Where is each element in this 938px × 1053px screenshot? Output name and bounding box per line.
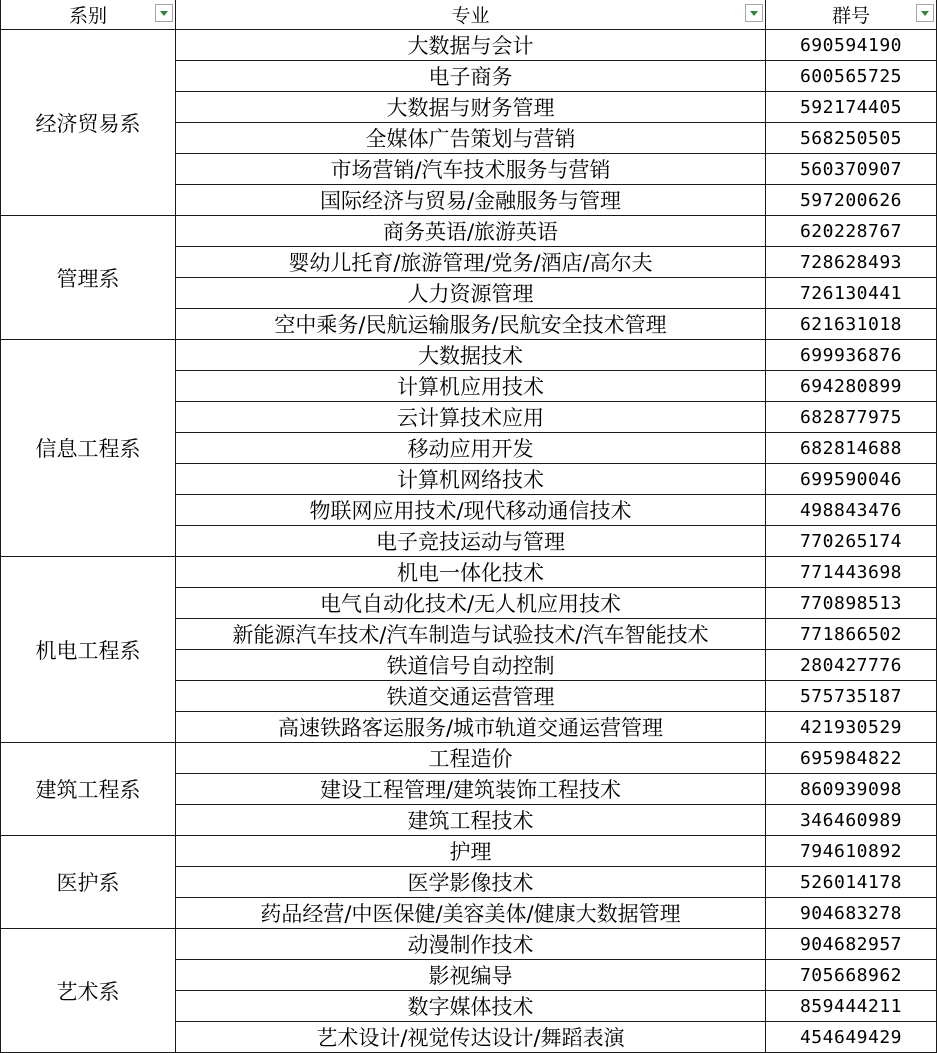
header-department-label: 系别 — [68, 5, 107, 27]
major-cell[interactable]: 电子竞技运动与管理 — [176, 526, 766, 557]
major-cell[interactable]: 全媒体广告策划与营销 — [176, 123, 766, 154]
department-name: 管理系 — [56, 266, 120, 291]
table-row — [1, 340, 937, 371]
group-number-cell[interactable]: 726130441 — [766, 278, 937, 309]
major-cell[interactable]: 新能源汽车技术/汽车制造与试验技术/汽车智能技术 — [176, 619, 766, 650]
group-number-cell[interactable]: 695984822 — [766, 743, 937, 774]
major-cell[interactable]: 国际经济与贸易/金融服务与管理 — [176, 185, 766, 216]
major-cell[interactable]: 大数据与会计 — [176, 30, 766, 61]
group-number-cell[interactable]: 560370907 — [766, 154, 937, 185]
department-name: 建筑工程系 — [35, 778, 141, 802]
major-cell[interactable]: 数字媒体技术 — [176, 991, 766, 1022]
group-number-cell[interactable]: 454649429 — [766, 1022, 937, 1053]
group-number-cell[interactable]: 575735187 — [766, 681, 937, 712]
department-cell[interactable] — [1, 216, 176, 340]
header-group-label: 群号 — [831, 5, 870, 27]
group-number-cell[interactable]: 728628493 — [766, 247, 937, 278]
group-number-cell[interactable]: 690594190 — [766, 30, 937, 61]
department-cell[interactable] — [1, 557, 176, 743]
major-cell[interactable]: 婴幼儿托育/旅游管理/党务/酒店/高尔夫 — [176, 247, 766, 278]
group-number-cell[interactable]: 860939098 — [766, 774, 937, 805]
major-cell[interactable]: 人力资源管理 — [176, 278, 766, 309]
department-cell[interactable] — [1, 743, 176, 836]
major-cell[interactable]: 计算机应用技术 — [176, 371, 766, 402]
department-cell[interactable] — [1, 836, 176, 929]
major-cell[interactable]: 医学影像技术 — [176, 867, 766, 898]
major-cell[interactable]: 云计算技术应用 — [176, 402, 766, 433]
major-cell[interactable]: 动漫制作技术 — [176, 929, 766, 960]
group-number-cell[interactable]: 771443698 — [766, 557, 937, 588]
group-number-cell[interactable]: 280427776 — [766, 650, 937, 681]
department-name: 信息工程系 — [35, 437, 141, 461]
filter-dropdown-icon[interactable] — [745, 4, 763, 22]
major-cell[interactable]: 药品经营/中医保健/美容美体/健康大数据管理 — [176, 898, 766, 929]
major-cell[interactable]: 大数据与财务管理 — [176, 92, 766, 123]
major-cell[interactable]: 铁道信号自动控制 — [176, 650, 766, 681]
major-cell[interactable]: 物联网应用技术/现代移动通信技术 — [176, 495, 766, 526]
major-cell[interactable]: 护理 — [176, 836, 766, 867]
group-number-cell[interactable]: 526014178 — [766, 867, 937, 898]
group-number-cell[interactable]: 682877975 — [766, 402, 937, 433]
group-number-cell[interactable]: 600565725 — [766, 61, 937, 92]
group-number-cell[interactable]: 421930529 — [766, 712, 937, 743]
major-cell[interactable]: 市场营销/汽车技术服务与营销 — [176, 154, 766, 185]
major-cell[interactable]: 电子商务 — [176, 61, 766, 92]
major-cell[interactable]: 商务英语/旅游英语 — [176, 216, 766, 247]
table-row — [1, 836, 937, 867]
group-number-cell[interactable]: 699936876 — [766, 340, 937, 371]
group-number-cell[interactable]: 904682957 — [766, 929, 937, 960]
major-cell[interactable]: 计算机网络技术 — [176, 464, 766, 495]
group-number-cell[interactable]: 592174405 — [766, 92, 937, 123]
group-number-cell[interactable]: 597200626 — [766, 185, 937, 216]
major-cell[interactable]: 空中乘务/民航运输服务/民航安全技术管理 — [176, 309, 766, 340]
header-major-label: 专业 — [451, 5, 490, 27]
group-number-cell[interactable]: 771866502 — [766, 619, 937, 650]
group-number-cell[interactable]: 770265174 — [766, 526, 937, 557]
group-number-cell[interactable]: 682814688 — [766, 433, 937, 464]
filter-dropdown-icon[interactable] — [916, 4, 934, 22]
table-row — [1, 557, 937, 588]
group-number-cell[interactable]: 694280899 — [766, 371, 937, 402]
group-number-cell[interactable]: 770898513 — [766, 588, 937, 619]
group-number-cell[interactable]: 705668962 — [766, 960, 937, 991]
department-cell[interactable] — [1, 929, 176, 1053]
major-cell[interactable]: 电气自动化技术/无人机应用技术 — [176, 588, 766, 619]
header-major — [176, 0, 766, 30]
department-name: 经济贸易系 — [35, 111, 141, 136]
group-number-cell[interactable]: 904683278 — [766, 898, 937, 929]
major-cell[interactable]: 建设工程管理/建筑装饰工程技术 — [176, 774, 766, 805]
major-cell[interactable]: 建筑工程技术 — [176, 805, 766, 836]
group-number-cell[interactable]: 568250505 — [766, 123, 937, 154]
major-cell[interactable]: 高速铁路客运服务/城市轨道交通运营管理 — [176, 712, 766, 743]
group-number-cell[interactable]: 620228767 — [766, 216, 937, 247]
department-name: 医护系 — [56, 871, 120, 895]
group-number-cell[interactable]: 859444211 — [766, 991, 937, 1022]
header-department — [1, 0, 176, 30]
group-number-cell[interactable]: 794610892 — [766, 836, 937, 867]
group-number-cell[interactable]: 699590046 — [766, 464, 937, 495]
table-row — [1, 30, 937, 61]
group-number-cell[interactable]: 346460989 — [766, 805, 937, 836]
major-cell[interactable]: 大数据技术 — [176, 340, 766, 371]
filter-dropdown-icon[interactable] — [155, 4, 173, 22]
header-group — [766, 0, 937, 30]
department-name: 机电工程系 — [35, 638, 141, 663]
major-cell[interactable]: 艺术设计/视觉传达设计/舞蹈表演 — [176, 1022, 766, 1053]
group-number-cell[interactable]: 621631018 — [766, 309, 937, 340]
table-row — [1, 743, 937, 774]
major-cell[interactable]: 工程造价 — [176, 743, 766, 774]
department-name: 艺术系 — [56, 979, 120, 1004]
department-cell[interactable] — [1, 30, 176, 216]
major-cell[interactable]: 机电一体化技术 — [176, 557, 766, 588]
group-number-cell[interactable]: 498843476 — [766, 495, 937, 526]
table-row — [1, 216, 937, 247]
major-cell[interactable]: 铁道交通运营管理 — [176, 681, 766, 712]
major-cell[interactable]: 影视编导 — [176, 960, 766, 991]
table-row — [1, 929, 937, 960]
major-cell[interactable]: 移动应用开发 — [176, 433, 766, 464]
table-body — [1, 30, 937, 1053]
department-cell[interactable] — [1, 340, 176, 557]
header-row — [1, 0, 937, 30]
